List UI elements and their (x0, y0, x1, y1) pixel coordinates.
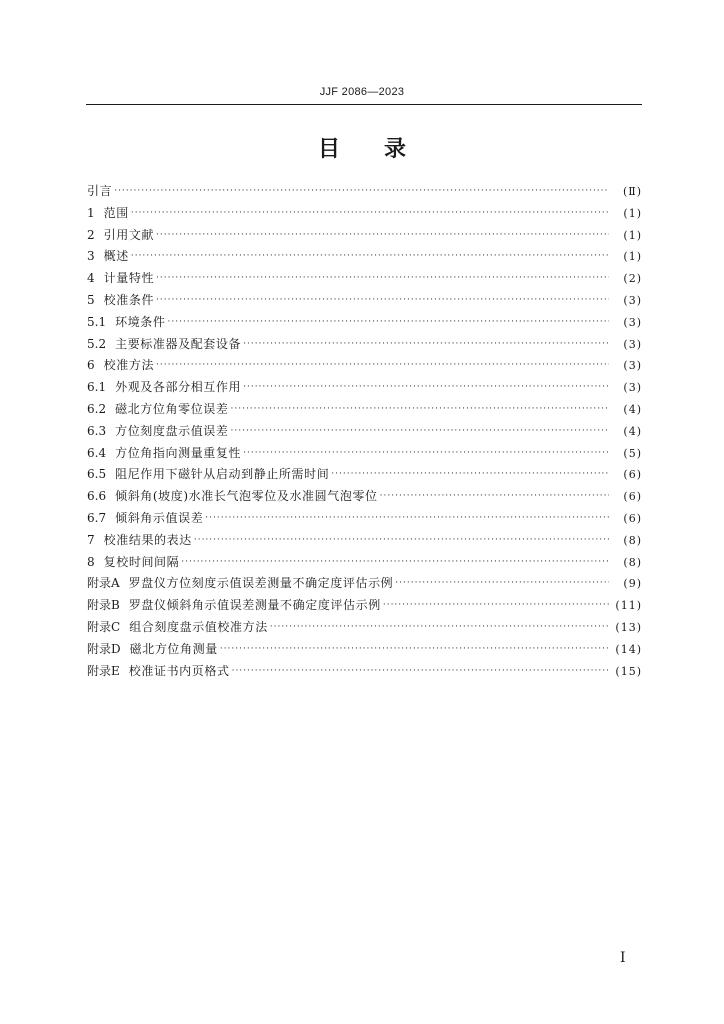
toc-entry-appendix-c[interactable] (87, 617, 642, 639)
toc-entry-page: (8) (623, 555, 642, 569)
toc-entry-number: 6.6 (87, 489, 107, 504)
toc-entry-label: 倾斜角示值误差 (115, 510, 204, 525)
toc-entry-intro[interactable] (87, 181, 642, 203)
toc-entry-page: (2) (623, 272, 642, 286)
toc-entry-6-1[interactable] (87, 377, 642, 399)
toc-entry-page: (3) (623, 315, 642, 329)
toc-entry-page: (5) (623, 446, 642, 460)
toc-leader-dots (156, 355, 609, 377)
toc-entry-appendix-e[interactable] (87, 661, 642, 683)
toc-entry-page: (11) (615, 599, 642, 613)
toc-entry-number: 7 (87, 532, 95, 547)
toc-entry-5-2[interactable] (87, 334, 642, 356)
toc-entry-1[interactable] (87, 203, 642, 225)
toc-leader-dots (243, 443, 609, 465)
toc-entry-number: 6 (87, 358, 95, 373)
toc-entry-label: 组合刻度盘示值校准方法 (129, 619, 268, 634)
toc-entry-2[interactable] (87, 225, 642, 247)
toc-entry-label: 校准结果的表达 (103, 532, 192, 547)
toc-entry-label: 概述 (103, 249, 129, 264)
toc-entry-page: (1) (623, 228, 642, 242)
toc-entry-number: 附录C (87, 619, 121, 634)
page-number: Ⅰ (620, 950, 626, 966)
toc-entry-number: 附录D (87, 641, 121, 656)
toc-entry-6-4[interactable] (87, 443, 642, 465)
toc-leader-dots (395, 573, 609, 595)
toc-title-char-1: 目 (317, 137, 340, 162)
toc-entry-label: 复校时间间隔 (103, 554, 180, 569)
document-code: JJF 2086—2023 (319, 86, 405, 98)
toc-entry-label: 引言 (87, 184, 113, 198)
header-divider (86, 104, 642, 105)
toc-entry-page: (6) (623, 511, 642, 525)
toc-entry-page: (8) (623, 533, 642, 547)
toc-entry-page: (13) (615, 620, 642, 634)
toc-entry-6-2[interactable] (87, 399, 642, 421)
toc-leader-dots (168, 312, 610, 334)
toc-leader-dots (231, 421, 610, 443)
toc-entry-number: 3 (87, 249, 95, 264)
toc-entry-5[interactable] (87, 290, 642, 312)
toc-entry-page: (9) (623, 577, 642, 591)
toc-title-char-2: 录 (384, 137, 407, 162)
toc-entry-6-6[interactable] (87, 486, 642, 508)
toc-entry-6-3[interactable] (87, 421, 642, 443)
toc-entry-number: 8 (87, 554, 95, 569)
toc-entry-label: 方位角指向测量重复性 (115, 445, 242, 460)
toc-entry-number: 6.1 (87, 380, 107, 395)
toc-entry-label: 环境条件 (115, 314, 166, 329)
toc-entry-number: 2 (87, 227, 95, 242)
toc-entry-label: 校准证书内页格式 (128, 663, 230, 678)
toc-leader-dots (243, 334, 609, 356)
toc-entry-number: 附录B (87, 598, 120, 613)
toc-leader-dots (331, 464, 609, 486)
toc-entry-number: 6.7 (87, 510, 107, 525)
toc-entry-label: 罗盘仪倾斜角示值误差测量不确定度评估示例 (128, 598, 381, 613)
toc-entry-number: 6.3 (87, 423, 107, 438)
toc-leader-dots (131, 246, 609, 268)
toc-leader-dots (156, 268, 609, 290)
toc-entry-label: 计量特性 (103, 271, 155, 286)
toc-entry-label: 范围 (103, 205, 129, 220)
toc-entry-label: 校准方法 (103, 358, 155, 373)
toc-entry-8[interactable] (87, 552, 642, 574)
toc-entry-page: (3) (623, 337, 642, 351)
toc-entry-6[interactable] (87, 355, 642, 377)
toc-leader-dots (181, 552, 609, 574)
toc-entry-number: 5.1 (87, 314, 107, 329)
toc-entry-number: 5.2 (87, 336, 107, 351)
toc-leader-dots (156, 225, 609, 247)
toc-entry-page: (4) (623, 424, 642, 438)
toc-leader-dots (114, 181, 609, 203)
toc-leader-dots (270, 617, 609, 639)
toc-entry-page: (6) (623, 490, 642, 504)
toc-entry-page: (1) (623, 206, 642, 220)
toc-entry-page: (14) (615, 642, 642, 656)
toc-entry-page: (3) (623, 381, 642, 395)
toc-entry-label: 倾斜角(坡度)水准长气泡零位及水准圆气泡零位 (115, 489, 378, 504)
toc-entry-5-1[interactable] (87, 312, 642, 334)
toc-leader-dots (380, 486, 609, 508)
toc-leader-dots (131, 203, 609, 225)
toc-leader-dots (243, 377, 609, 399)
toc-entry-number: 附录A (87, 576, 120, 591)
toc-leader-dots (156, 290, 609, 312)
toc-entry-label: 主要标准器及配套设备 (115, 336, 242, 351)
toc-entry-page: (Ⅱ) (622, 185, 642, 198)
toc-entry-page: (6) (623, 468, 642, 482)
toc-entry-page: (3) (623, 293, 642, 307)
toc-entry-appendix-d[interactable] (87, 639, 642, 661)
toc-entry-number: 附录E (87, 663, 120, 678)
toc-entry-label: 阻尼作用下磁针从启动到静止所需时间 (115, 467, 330, 482)
toc-entry-label: 方位刻度盘示值误差 (115, 423, 229, 438)
toc-leader-dots (231, 399, 610, 421)
toc-entry-3[interactable] (87, 246, 642, 268)
toc-entry-page: (1) (623, 250, 642, 264)
toc-leader-dots (205, 508, 609, 530)
toc-entry-number: 1 (87, 205, 95, 220)
toc-entry-appendix-b[interactable] (87, 595, 642, 617)
toc-entry-number: 6.2 (87, 401, 107, 416)
toc-entry-page: (15) (615, 664, 642, 678)
toc-entry-number: 6.5 (87, 467, 107, 482)
toc-entry-label: 磁北方位角零位误差 (115, 401, 229, 416)
toc-leader-dots (220, 639, 609, 661)
toc-entry-4[interactable] (87, 268, 642, 290)
toc-entry-label: 罗盘仪方位刻度示值误差测量不确定度评估示例 (128, 576, 394, 591)
toc-entry-7[interactable] (87, 530, 642, 552)
toc-entry-number: 5 (87, 292, 95, 307)
toc-entry-number: 4 (87, 271, 95, 286)
toc-leader-dots (194, 530, 609, 552)
toc-entry-label: 外观及各部分相互作用 (115, 380, 242, 395)
toc-list (87, 181, 642, 682)
toc-entry-page: (3) (623, 359, 642, 373)
toc-leader-dots (383, 595, 609, 617)
toc-entry-6-5[interactable] (87, 464, 642, 486)
toc-entry-page: (4) (623, 402, 642, 416)
toc-title (0, 132, 724, 163)
toc-entry-label: 校准条件 (103, 292, 155, 307)
toc-entry-label: 磁北方位角测量 (129, 641, 218, 656)
toc-entry-number: 6.4 (87, 445, 107, 460)
toc-entry-label: 引用文献 (103, 227, 155, 242)
toc-entry-6-7[interactable] (87, 508, 642, 530)
toc-leader-dots (232, 661, 609, 683)
toc-entry-appendix-a[interactable] (87, 573, 642, 595)
